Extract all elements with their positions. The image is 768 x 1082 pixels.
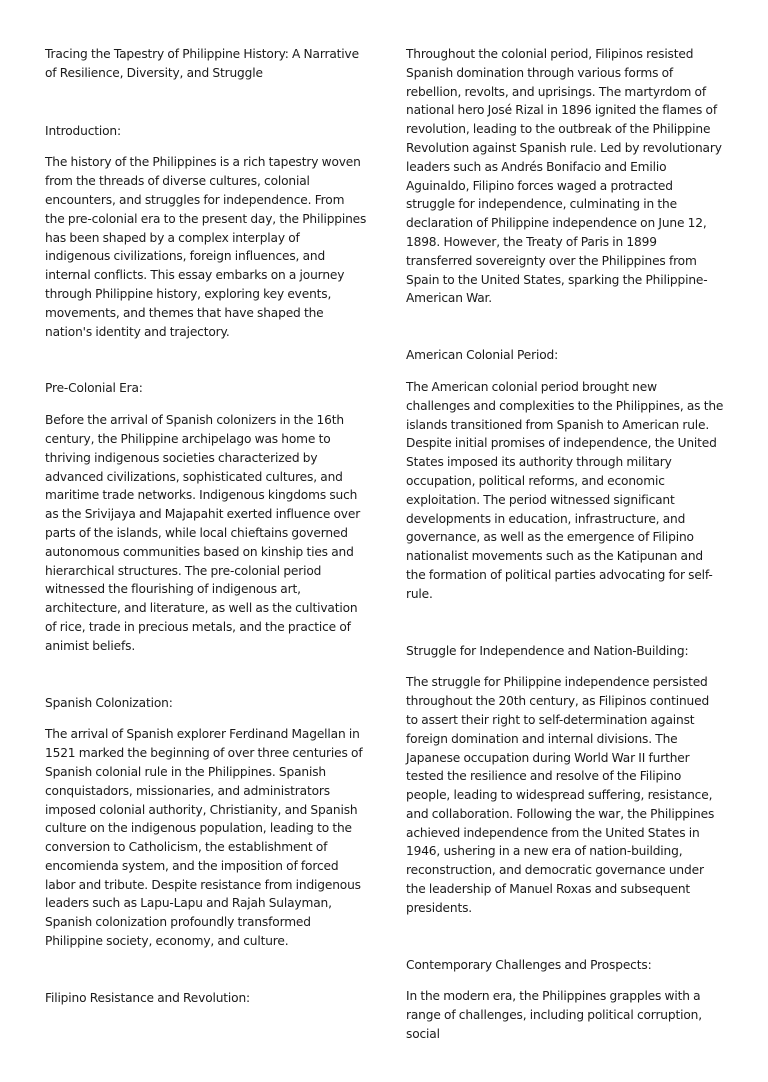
- section-heading-american-colonial-period: American Colonial Period:: [406, 348, 559, 363]
- section-body-filipino-resistance: Throughout the colonial period, Filipinos resisted Spanish domination through various forms of rebellion, revolts, and uprisings. The martyrdom of national hero José Rizal in 1896 ignited the flames of revolution, leading to the outbreak of the Philippine Revolution against Spanish rule. Led by revolutionary leaders such as Andrés Bonifacio and Emilio Aguinaldo, Filipino forces waged a protracted struggle for independence, culminating in the declaration of Philippine independence on June 12, 1898. However, the Treaty of Paris in 1899 transferred sovereignty over the Philippines from Spain to the United States, sparking the Philippine-American War.: [406, 47, 722, 306]
- right-column: [406, 45, 724, 1082]
- section-heading-pre-colonial-era: Pre-Colonial Era:: [45, 381, 143, 396]
- section-heading-filipino-resistance: Filipino Resistance and Revolution:: [45, 990, 251, 1005]
- document-title: Tracing the Tapestry of Philippine History: A Narrative of Resilience, Diversity, and Struggle: [45, 47, 359, 80]
- section-body-introduction: The history of the Philippines is a rich tapestry woven from the threads of diverse cultures, colonial encounters, and struggles for independence. From the pre-colonial era to the present day, the Philippines has been shaped by a complex interplay of indigenous civilizations, foreign influences, and internal conflicts. This essay embarks on a journey through Philippine history, exploring key events, movements, and themes that have shaped the nation's identity and trajectory.: [45, 155, 367, 339]
- section-body-struggle-for-independence: The struggle for Philippine independence persisted throughout the 20th century, as Filipinos continued to assert their right to self-determination against foreign domination and internal divisions. The Japanese occupation during World War II further tested the resilience and resolve of the Filipino people, leading to widespread suffering, resistance, and collaboration. Following the war, the Philippines achieved independence from the United States in 1946, ushering in a new era of nation-building, reconstruction, and democratic governance under the leadership of Manuel Roxas and subsequent presidents.: [406, 675, 715, 915]
- section-body-contemporary-challenges: In the modern era, the Philippines grapples with a range of challenges, including political corruption, social: [406, 989, 702, 1042]
- section-heading-introduction: Introduction:: [45, 123, 121, 138]
- section-body-american-colonial-period: The American colonial period brought new challenges and complexities to the Philippines, as the islands transitioned from Spanish to American rule. Despite initial promises of independence, the United States imposed its authority through military occupation, political reforms, and economic exploitation. The period witnessed significant developments in education, infrastructure, and governance, as well as the emergence of Filipino nationalist movements such as the Katipunan and the formation of political parties advocating for self-rule.: [406, 379, 724, 601]
- section-heading-struggle-for-independence: Struggle for Independence and Nation-Building:: [406, 643, 689, 658]
- left-column: [45, 45, 367, 1021]
- section-body-pre-colonial-era: Before the arrival of Spanish colonizers in the 16th century, the Philippine archipelago was home to thriving indigenous societies characterized by advanced civilizations, sophisticated cultures, and maritime trade networks. Indigenous kingdoms such as the Srivijaya and Majapahit exerted influence over parts of the islands, while local chieftains governed autonomous communities based on kinship ties and hierarchical structures. The pre-colonial period witnessed the flourishing of indigenous art, architecture, and literature, as well as the cultivation of rice, trade in precious metals, and the practice of animist beliefs.: [45, 413, 361, 653]
- section-body-spanish-colonization: The arrival of Spanish explorer Ferdinand Magellan in 1521 marked the beginning of over three centuries of Spanish colonial rule in the Philippines. Spanish conquistadors, missionaries, and administrators imposed colonial authority, Christianity, and Spanish culture on the indigenous population, leading to the conversion to Catholicism, the establishment of encomienda system, and the imposition of forced labor and tribute. Despite resistance from indigenous leaders such as Lapu-Lapu and Rajah Sulayman, Spanish colonization profoundly transformed Philippine society, economy, and culture.: [45, 727, 363, 949]
- section-heading-spanish-colonization: Spanish Colonization:: [45, 695, 173, 710]
- section-heading-contemporary-challenges: Contemporary Challenges and Prospects:: [406, 957, 652, 972]
